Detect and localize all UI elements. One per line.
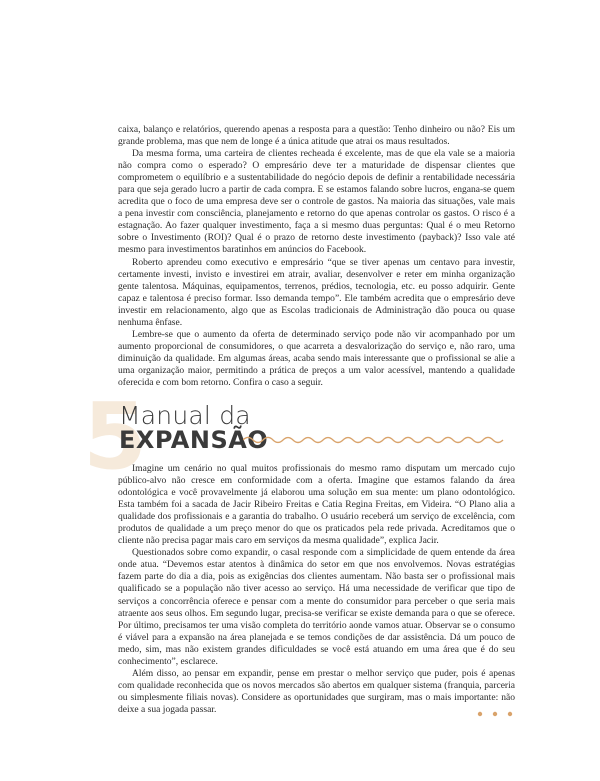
paragraph: Além disso, ao pensar em expandir, pense em prestar o melhor serviço que puder, pois é apenas com qualidade reconhecida que os novos mercados são abertos em qualquer sistema (franquia, parceria ou simplesmente filiais novas). Considere as oportunidades que surgiram, mas o mais importante: não deixe a sua jogada passar. (118, 667, 515, 715)
chapter-title-bold: EXPANSÃO (119, 426, 269, 454)
paragraph: Imagine um cenário no qual muitos profissionais do mesmo ramo disputam um mercado cujo público-alvo não cresce em conformidade com a oferta. Imagine que estamos falando da área odontológica e você provavelmente já elaborou uma solução em sua mente: um plano odontológico. Esta também foi a sacada de Jacir Ribeiro Freitas e Catia Regina Freitas, em Videira. “O Plano alia a qualidade dos profissionais e a garantia do trabalho. O usuário receberá um serviço de excelência, com produtos de qualidade a um preço menor do que os praticados pela rede privada. Acreditamos que o cliente não precisa pagar mais caro em serviços da mesma qualidade”, explica Jacir. (118, 463, 515, 547)
paragraph: Lembre-se que o aumento da oferta de determinado serviço pode não vir acompanhado por um aumento proporcional de consumidores, o que acarreta a desvalorização do serviço e, não raro, uma diminuição da qualidade. Em algumas áreas, acaba sendo mais interessante que o profissional se alie a uma organização maior, permitindo a prática de preços a um valor acessível, mantendo a qualidade oferecida e com bom retorno. Confira o caso a seguir. (118, 328, 515, 388)
ellipsis-dots-icon (476, 710, 516, 718)
wavy-line-icon (243, 435, 505, 445)
chapter-title-light: Manual da (119, 401, 251, 430)
paragraph: caixa, balanço e relatórios, querendo apenas a resposta para a questão: Tenho dinheiro ou não? Eis um grande problema, mas que nem de longe é a única atitude que atrai os maus resultados. (118, 124, 515, 148)
paragraph: Questionados sobre como expandir, o casal responde com a simplicidade de quem entende da área onde atua. “Devemos estar atentos à dinâmica do setor em que nos envolvemos. Novas estratégias fazem parte do dia a dia, pois as exigências dos clientes aumentam. Não basta ser o profissional mais qualificado se a população não tiver acesso ao serviço. Há uma necessidade de verificar que tipo de serviços a concorrência oferece e pensar com a mente do consumidor para perceber o que seria mais atraente aos seus olhos. Em segundo lugar, precisa-se verificar se existe demanda para o que se oferece. Por último, precisamos ter uma visão completa do território aonde vamos atuar. Observar se o consumo é viável para a expansão na área planejada e se temos condições de dar assistência. Dá um pouco de medo, sim, mas não existem grandes dificuldades se você está atuando em uma área que é do seu conhecimento”, esclarece. (118, 547, 515, 667)
chapter-number: 5 (83, 383, 148, 490)
section-text-bottom (118, 463, 515, 716)
paragraph: Roberto aprendeu como executivo e empresário “que se tiver apenas um centavo para investir, certamente investi, invisto e investirei em atrair, avaliar, desenvolver e reter em minha organização gente talentosa. Máquinas, equipamentos, terrenos, prédios, tecnologia, etc. eu posso adquirir. Gente capaz e talentosa é preciso formar. Isso demanda tempo”. Ele também acredita que o empresário deve investir em relacionamento, algo que as Escolas tradicionais de Administração dão pouca ou quase nenhuma ênfase. (118, 256, 515, 328)
section-text-top (118, 124, 515, 389)
chapter-heading (83, 383, 543, 490)
paragraph: Da mesma forma, uma carteira de clientes recheada é excelente, mas de que ela vale se a maioria não compra como o esperado? O empresário deve ter a maturidade de dispensar clientes que comprometem o equilíbrio e a sustentabilidade do negócio depois de definir a rentabilidade necessária para que seja gerado lucro a partir de cada compra. E se estamos falando sobre lucros, engana-se quem acredita que o foco de uma empresa deve ser o controle de gastos. Na maioria das situações, vale mais a pena investir com consciência, planejamento e retorno do que apenas controlar os gastos. O risco é a estagnação. Ao fazer qualquer investimento, faça a si mesmo duas perguntas: Qual é o meu Retorno sobre o Investimento (ROI)? Qual é o prazo de retorno deste investimento (payback)? Isso vale até mesmo para investimentos baratinhos em anúncios do Facebook. (118, 148, 515, 256)
